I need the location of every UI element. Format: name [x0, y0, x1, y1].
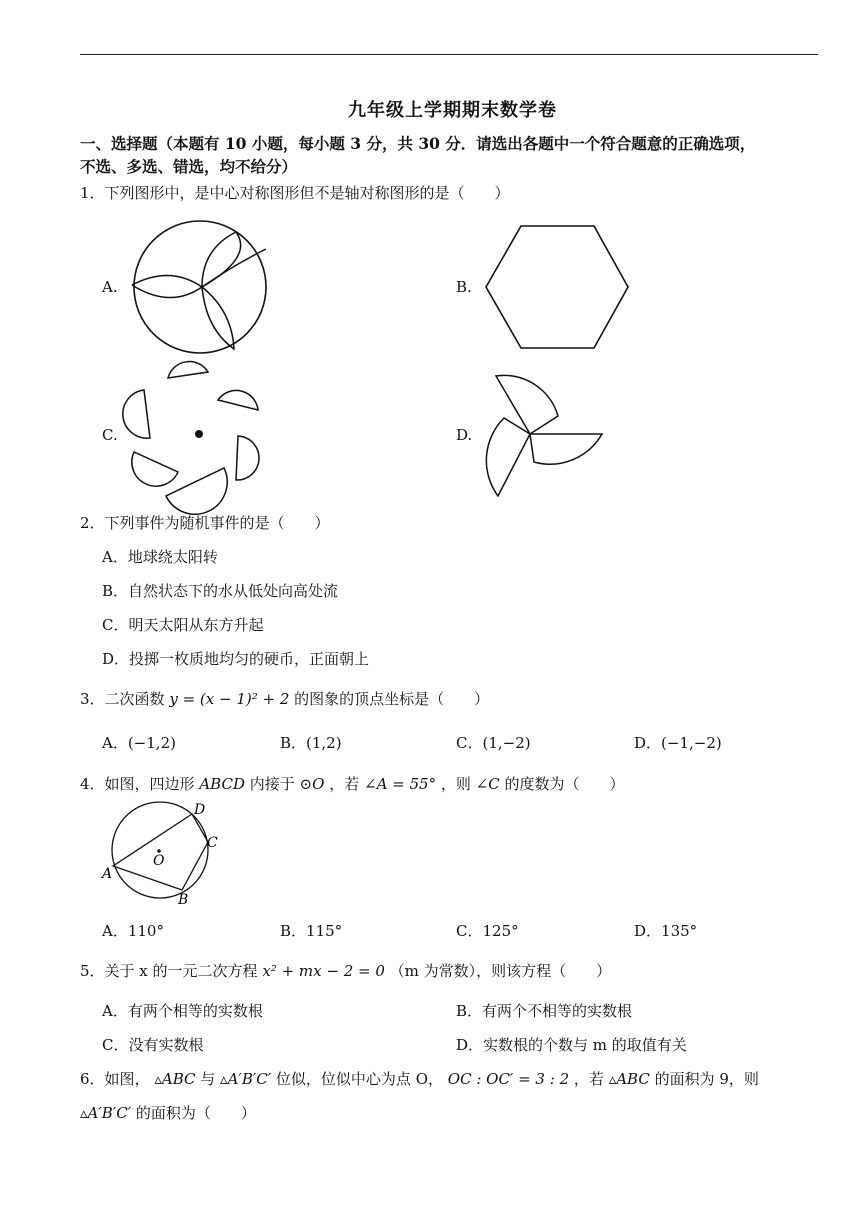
question-6-line2: [80, 1102, 256, 1123]
question-5-stem: [80, 960, 611, 981]
q4-label-c: C: [207, 835, 218, 851]
q3-formula: y = (x − 1)² + 2: [169, 690, 290, 708]
q5-equation: x² + mx − 2 = 0: [262, 962, 385, 980]
q4-option-b: B．115°: [280, 922, 343, 940]
q5-option-c: C．没有实数根: [102, 1036, 204, 1054]
q5-option-b: B．有两个不相等的实数根: [456, 1002, 633, 1020]
q3-stem-prefix: 3．二次函数: [80, 690, 165, 708]
q6-stem-b: 与: [200, 1070, 216, 1088]
q4-stem-b: 内接于: [249, 775, 295, 793]
q6-stem-e: 的面积为 9，则: [654, 1070, 759, 1088]
q1-figure-a: [130, 221, 272, 355]
question-6-stem: [80, 1068, 759, 1089]
q3-option-b: B．(1,2): [280, 734, 342, 752]
section-heading-line1: 一、选择题（本题有 10 小题，每小题 3 分，共 30 分．请选出各题中一个符合题意的正确选项，: [80, 134, 756, 153]
q4-label-a: A: [102, 866, 113, 882]
q2-option-d: D．投掷一枚质地均匀的硬币，正面朝上: [102, 650, 370, 668]
q4-option-d: D．135°: [634, 922, 698, 940]
q5-stem-a: 5．关于 x 的一元二次方程: [80, 962, 258, 980]
question-1-stem: 1．下列图形中，是中心对称图形但不是轴对称图形的是（ ）: [80, 184, 510, 202]
question-4-stem: [80, 773, 625, 794]
q6-stem-c: 位似，位似中心为点 O，: [275, 1070, 443, 1088]
q4-stem-e: 的度数为（ ）: [504, 775, 625, 793]
q6-triangle-abc-2: ▵ABC: [608, 1070, 650, 1088]
q5-option-d: D．实数根的个数与 m 的取值有关: [456, 1036, 687, 1054]
q6-triangle-abc-prime: ▵A′B′C′: [220, 1070, 272, 1088]
q2-option-b: B．自然状态下的水从低处向高处流: [102, 582, 339, 600]
q1-option-d-label: D.: [456, 426, 473, 444]
q1-option-c-label: C.: [102, 426, 118, 444]
q4-label-d: D: [194, 802, 206, 818]
question-3-stem: [80, 688, 489, 709]
q5-stem-b: （m 为常数），则该方程（ ）: [389, 962, 612, 980]
question-2-stem: 2．下列事件为随机事件的是（ ）: [80, 514, 330, 532]
q3-stem-suffix: 的图象的顶点坐标是（ ）: [294, 690, 490, 708]
q5-option-a: A．有两个相等的实数根: [102, 1002, 263, 1020]
q4-stem-c: ，若: [329, 775, 360, 793]
section-heading-line2: 不选、多选、错选，均不给分）: [80, 157, 298, 176]
q4-stem-a: 4．如图，四边形: [80, 775, 195, 793]
q1-option-b-label: B.: [456, 278, 472, 296]
q1-figure-d: [482, 370, 606, 500]
q4-figure: [100, 800, 230, 910]
q6-ratio: OC : OC′ = 3 : 2: [447, 1070, 570, 1088]
q3-option-a: A．(−1,2): [102, 734, 176, 752]
q2-option-c: C．明天太阳从东方升起: [102, 616, 264, 634]
q2-option-a: A．地球绕太阳转: [102, 548, 218, 566]
q4-option-a: A．110°: [102, 922, 164, 940]
q1-figure-b: [484, 225, 630, 350]
q4-angle-c: ∠C: [475, 775, 500, 793]
q4-angle-a: ∠A = 55°: [364, 775, 437, 793]
q4-label-o: O: [153, 853, 165, 869]
q6-stem-d: ，若: [573, 1070, 604, 1088]
page-title: 九年级上学期期末数学卷: [348, 100, 557, 121]
q4-label-b: B: [178, 892, 189, 908]
q4-circle: ⊙O: [299, 775, 325, 793]
q4-stem-d: ，则: [440, 775, 471, 793]
q6-triangle-abc: ▵ABC: [154, 1070, 196, 1088]
q3-option-c: C．(1,−2): [456, 734, 531, 752]
q4-option-c: C．125°: [456, 922, 519, 940]
q6-line2-triangle: ▵A′B′C′: [80, 1104, 132, 1122]
q4-quad: ABCD: [199, 775, 245, 793]
q6-stem-a: 6．如图，: [80, 1070, 150, 1088]
header-rule: [80, 54, 818, 55]
q3-option-d: D．(−1,−2): [634, 734, 722, 752]
q1-figure-c: [128, 368, 270, 504]
q1-option-a-label: A.: [102, 278, 118, 296]
q6-line2-rest: 的面积为（ ）: [135, 1104, 256, 1122]
